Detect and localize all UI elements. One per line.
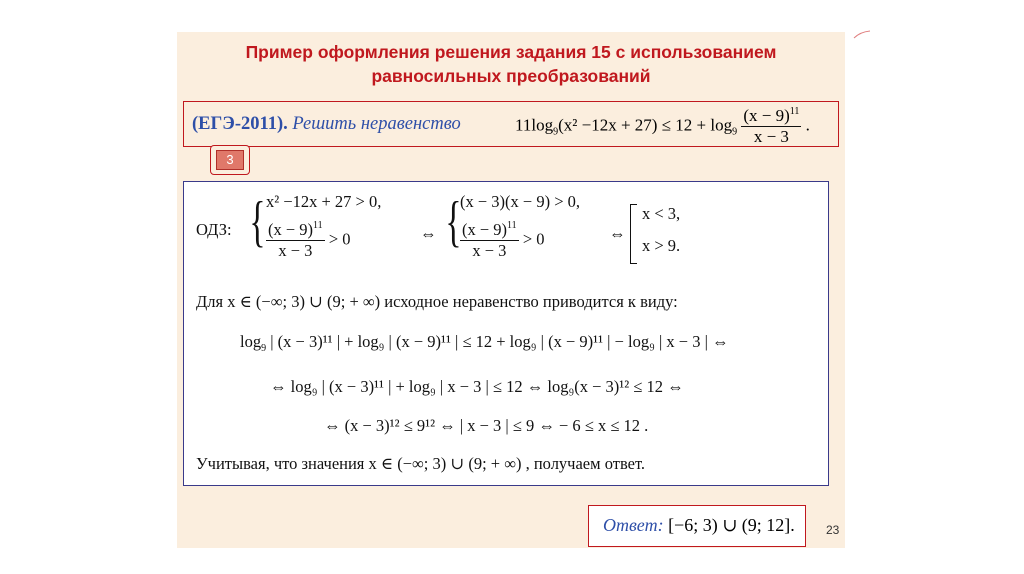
system-2-exponent: 11 [507,220,517,231]
step-2: ⇔ log₉ | (x − 3)¹¹ | + log₉ | x − 3 | ≤ 12 ⇔ log₉(x − 3)¹² ≤ 12 ⇔ [270,377,684,396]
system-1-relation: > 0 [328,229,351,249]
system-2-numerator: (x − 9) [462,220,508,239]
decorative-pen-stroke [852,30,872,40]
step-1-log: log [240,332,262,351]
task-fraction [741,106,801,147]
task-fraction-numerator: (x − 9) [743,106,790,125]
system-2-denominator: x − 3 [472,241,507,260]
task-box [183,101,839,147]
task-number-badge[interactable] [210,145,250,175]
equivalence-1: ⇔ [420,224,437,243]
answer-value: [−6; 3) ∪ (9; 12]. [668,515,795,535]
odz-label: ОДЗ: [196,220,232,239]
system-1-brace: { [249,191,266,253]
set-line-2: x > 9. [642,236,681,255]
task-log-base: 9 [553,126,559,138]
task-period: . [805,115,810,135]
system-1-exponent: 11 [313,220,323,231]
set-bracket [630,204,637,264]
page-number: 23 [826,523,840,537]
system-1-denominator: x − 3 [278,241,313,260]
system-2-line-1: (x − 3)(x − 9) > 0, [460,192,581,211]
answer-label: Ответ: [603,515,664,535]
task-lhs-argument: (x² −12x + 27) ≤ 12 + log [558,115,733,135]
domain-statement: Для x ∈ (−∞; 3) ∪ (9; + ∞) исходное неравенство приводится к виду: [196,292,678,311]
system-2-line-2 [460,220,545,261]
system-2-brace: { [445,191,462,253]
task-header [192,114,461,135]
equivalence-2: ⇔ [609,224,626,243]
task-fraction-exponent: 11 [789,106,800,117]
task-inequality: $11\log_9(x^2 -12x + 27) \le 12 + \log_9$ $\frac{(x - 9)^{11}}{x - 3}$ . [515,106,810,146]
step-1: $\log_9$ | (x − 3)¹¹ | + log₉ | (x − 9)¹¹ | ≤ 12 + log₉ | (x − 9)¹¹ | − log₉ | x − 3 | ⇔ [240,332,729,354]
title-line-1: Пример оформления решения задания 15 с использованием [245,42,777,62]
answer-text [603,515,795,536]
solution-box [183,181,829,486]
task-instruction: Решить неравенство [292,114,461,134]
system-1-numerator: (x − 9) [268,220,314,239]
task-number-label: 3 [216,150,244,170]
step-3: ⇔ (x − 3)¹² ≤ 9¹² ⇔ | x − 3 | ≤ 9 ⇔ − 6 ≤ x ≤ 12 . [324,416,649,435]
system-1-line-2 [266,220,351,261]
set-line-1: x < 3, [642,204,681,223]
task-lhs-log: 11log [515,115,554,135]
conclusion: Учитывая, что значения x ∈ (−∞; 3) ∪ (9; + ∞) , получаем ответ. [196,454,646,473]
system-2-relation: > 0 [522,229,545,249]
step-1-rest: | (x − 3)¹¹ | + log₉ | (x − 9)¹¹ | ≤ 12 + log₉ | (x − 9)¹¹ | − log₉ | x − 3 | ⇔ [266,332,729,351]
slide-title [177,40,845,88]
title-line-2: равносильных преобразований [371,66,651,86]
answer-box [588,505,806,547]
task-source: (ЕГЭ-2011). [192,114,288,134]
task-fraction-denominator: x − 3 [753,127,789,146]
system-1-line-1: x² −12x + 27 > 0, [266,192,382,211]
